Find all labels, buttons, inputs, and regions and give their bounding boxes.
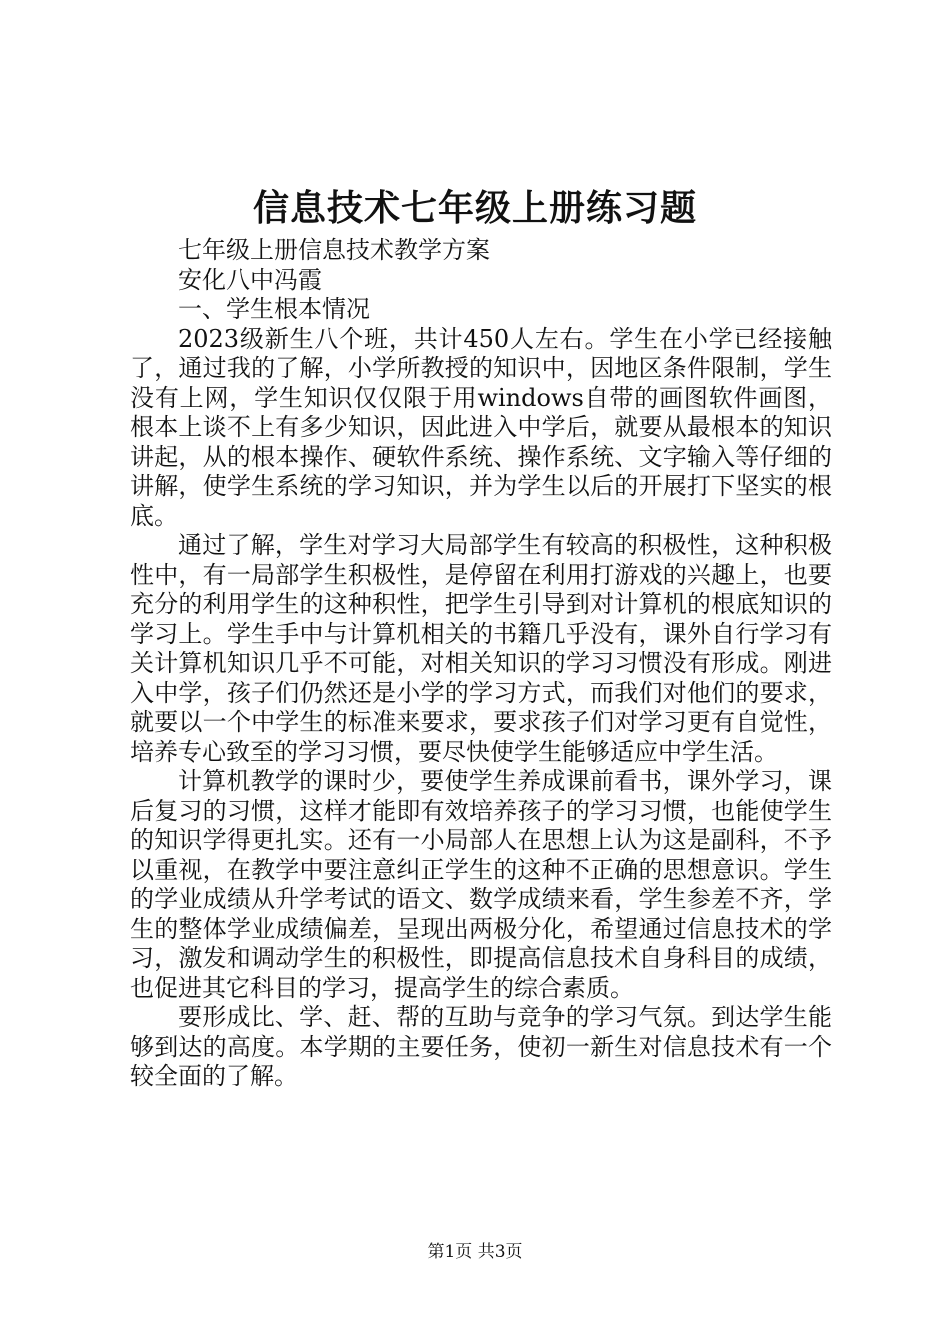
page-number-footer: 第1页 共3页 <box>427 1242 523 1262</box>
document-body <box>130 236 832 1092</box>
paragraph-plan-title: 七年级上册信息技术教学方案 <box>178 236 490 264</box>
paragraph: 2023级新生八个班，共计450人左右。学生在小学已经接触了，通过我的了解，小学所教授的知识中，因地区条件限制，学生没有上网，学生知识仅仅限于用windows自带的画图软件画图，根本上谈不上有多少知识，因此进入中学后，就要从最根本的知识讲起，从的根本操作、硬软件系统、操作系统、文字输入等仔细的讲解，使学生系统的学习知识，并为学生以后的开展打下坚实的根底。 <box>130 324 832 530</box>
paragraph: 计算机教学的课时少，要使学生养成课前看书，课外学习，课后复习的习惯，这样才能即有效培养孩子的学习习惯，也能使学生的知识学得更扎实。还有一小局部人在思想上认为这是副科，不予以重视，在教学中要注意纠正学生的这种不正确的思想意识。学生的学业成绩从升学考试的语文、数学成绩来看，学生参差不齐，学生的整体学业成绩偏差，呈现出两极分化，希望通过信息技术的学习，激发和调动学生的积极性，即提高信息技术自身科目的成绩，也促进其它科目的学习，提高学生的综合素质。 <box>130 767 832 1002</box>
paragraph: 通过了解，学生对学习大局部学生有较高的积极性，这种积极性中，有一局部学生积极性，是停留在利用打游戏的兴趣上，也要充分的利用学生的这种积性，把学生引导到对计算机的根底知识的学习上。学生手中与计算机相关的书籍几乎没有，课外自行学习有关计算机知识几乎不可能，对相关知识的学习习惯没有形成。刚进入中学，孩子们仍然还是小学的学习方式，而我们对他们的要求，就要以一个中学生的标准来要求，要求孩子们对学习更有自觉性，培养专心致至的学习习惯，要尽快使学生能够适应中学生活。 <box>130 531 832 766</box>
paragraph-author: 安化八中冯霞 <box>178 265 322 294</box>
page-title: 信息技术七年级上册练习题 <box>252 187 697 229</box>
section-heading: 一、学生根本情况 <box>178 295 370 323</box>
paragraph: 要形成比、学、赶、帮的互助与竞争的学习气氛。到达学生能够到达的高度。本学期的主要任务，使初一新生对信息技术有一个较全面的了解。 <box>130 1003 832 1090</box>
